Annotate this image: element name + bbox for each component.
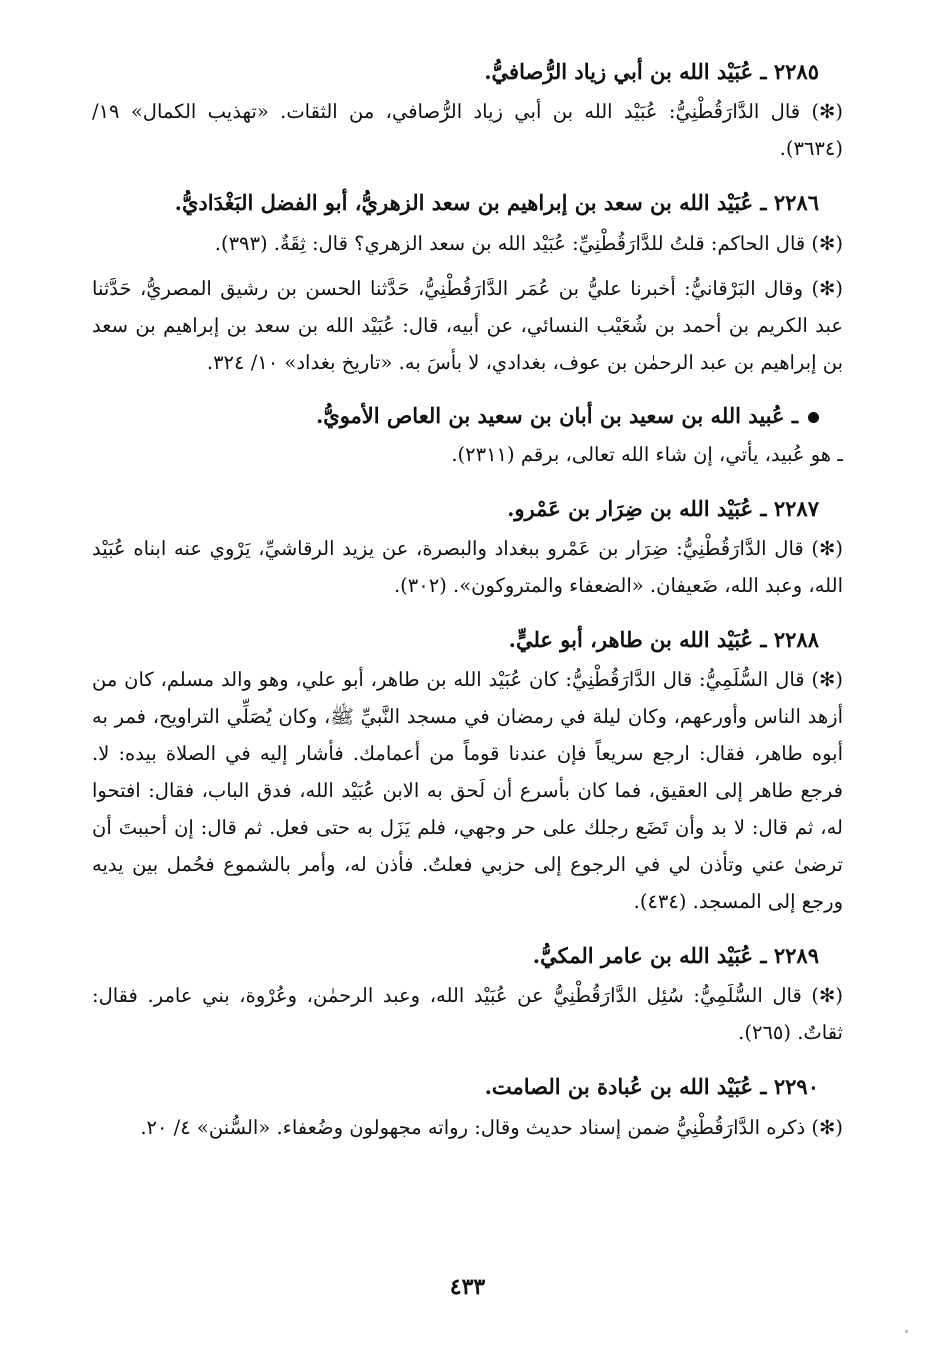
entry-heading: ٢٢٨٦ ـ عُبَيْد الله بن سعد بن إبراهيم بن سعد الزهريُّ، أبو الفضل البَغْدَاديُّ. [174, 190, 819, 216]
entry-heading: ٢٢٨٩ ـ عُبَيْد الله بن عامر المكيُّ. [532, 943, 819, 969]
entry [92, 495, 843, 604]
entry [92, 189, 843, 380]
entry-heading: ٢٢٩٠ ـ عُبَيْد الله بن عُبادة بن الصامت. [484, 1074, 819, 1100]
entry [92, 58, 843, 167]
scan-speck [905, 1330, 908, 1333]
entry-paragraph: ـ هو عُبيد، يأتي، إن شاء الله تعالى، برقم (٢٣١١). [451, 442, 843, 466]
entry [92, 1073, 843, 1145]
entry-heading-bullet [92, 403, 843, 428]
entry-paragraph: (✻) قال السُّلَمِيُّ: سُئِل الدَّارَقُطْنِيُّ عن عُبَيْد الله، وعبد الرحمٰن، وعُرْوة، بني عامر. فقال: ثقاتٌ. (٢٦٥). [92, 984, 843, 1045]
page-number: ٤٣٣ [449, 1274, 486, 1300]
entry [92, 942, 843, 1051]
bullet-icon [808, 412, 819, 423]
entry-paragraph: (✻) قال الحاكم: قلتُ للدَّارَقُطْنِيِّ: عُبَيْد الله بن سعد الزهري؟ قال: ثِقَةٌ. (٣٩٣). [214, 231, 843, 255]
entry-heading: ٢٢٨٨ ـ عُبَيْد الله بن طاهر، أبو عليٍّ. [508, 626, 819, 652]
entry [92, 403, 843, 473]
entry-heading: ٢٢٨٧ ـ عُبَيْد الله بن ضِرَار بن عَمْرو. [507, 495, 819, 521]
entry-paragraph: (✻) وقال البَرْقانيُّ: أخبرنا عليُّ بن عُمَر الدَّارَقُطْنِيُّ، حَدَّثنا الحسن بن رشيق المصريُّ، حَدَّثنا عبد الكريم بن أحمد بن شُعَيْب النسائي، عن أبيه، قال: عُبَيْد الله بن سعد بن إبراهيم بن سعد بن إبراهيم بن عبد الرحمٰن بن عوف، بغدادي، لا بأسَ به. «تاريخ بغداد» ١٠/ ٣٢٤. [92, 276, 843, 374]
entry-paragraph: (✻) قال السُّلَمِيُّ: قال الدَّارَقُطْنِيُّ: كان عُبَيْد الله بن طاهر، أبو علي، وهو والد مسلم، كان من أزهد الناس وأورعهم، وكان ليلة في رمضان في مسجد النَّبيِّ ﷺ، وكان يُصَلِّي التراويح، فمر به أبوه طاهر، فقال: ارجع سريعاً فإن عندنا قوماً من أعمامك. فأشار إليه في الصلاة بيده: لا. فرجع طاهر إلى العقيق، فما كان بأسرع أن لَحق به الابن عُبَيْد الله، فدق الباب، فقال: افتحوا له، ثم قال: لا بد وأن تَضَع رجلك على حر وجهي، فلم يَزَل به حتى فعل. ثم قال: إن أحببتَ أن ترضىٰ عني وتأذن لي في الرجوع إلى حزبي فعلتُ. فأذن له، وأمر بالشموع فحُمل بين يديه ورجع إلى المسجد. (٤٣٤). [92, 668, 843, 914]
entry-paragraph: (✻) ذكره الدَّارَقُطْنِيُّ ضمن إسناد حديث وقال: رواته مجهولون وضُعفاء. «السُّنن» ٤/ ٢٠. [140, 1115, 843, 1139]
page-body [92, 58, 843, 1154]
entry-heading: ـ عُبيد الله بن سعيد بن أبان بن سعيد بن العاص الأمويُّ. [315, 402, 798, 428]
entry-paragraph: (✻) قال الدَّارَقُطْنِيُّ: عُبَيْد الله بن أبي زياد الرُّصافي، من الثقات. «تهذيب الكمال» ١٩/ (٣٦٣٤). [92, 100, 843, 161]
entry-heading: ٢٢٨٥ ـ عُبَيْد الله بن أبي زياد الرُّصافيُّ. [484, 59, 819, 84]
entry [92, 626, 843, 920]
entry-paragraph: (✻) قال الدَّارَقُطْنِيُّ: ضِرَار بن عَمْرو ببغداد والبصرة، عن يزيد الرقاشيِّ، يَرْوي عنه ابناه عُبَيْد الله، وعبد الله، ضَعيفان. «الضعفاء والمتروكون». (٣٠٢). [92, 536, 843, 597]
